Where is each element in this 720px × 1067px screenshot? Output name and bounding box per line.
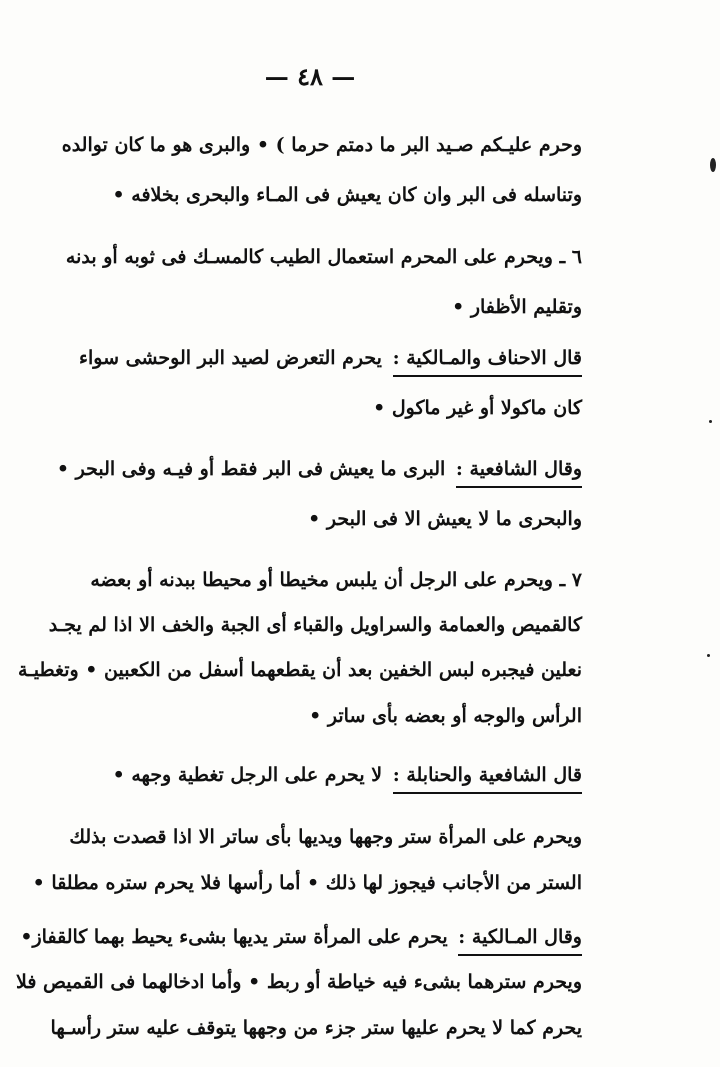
text-line: نعلين فيجبره لبس الخفين بعد أن يقطعهما أسفل من الكعبين • وتغطيـة <box>17 659 582 681</box>
scan-mark <box>707 654 710 657</box>
text-line: وتناسله فى البر وان كان يعيش فى المـاء والبحرى بخلافه • <box>112 184 582 206</box>
section-heading: وقال المـالكية : <box>458 922 582 956</box>
text-line: ٧ ـ ويحرم على الرجل أن يلبس مخيطا أو محيطا ببدنه أو بعضه <box>90 569 582 591</box>
scan-mark <box>709 420 712 423</box>
heading-line <box>20 922 582 954</box>
page-number: — ٤٨ — <box>264 62 356 91</box>
text-span: لا يحرم على الرجل تغطية وجهه • <box>112 764 383 786</box>
text-line: وحرم عليـكم صـيد البر ما دمتم حرما ) • والبرى هو ما كان توالده <box>61 134 582 156</box>
scan-mark <box>710 158 716 172</box>
text-line: الستر من الأجانب فيجوز لها ذلك • أما رأسها فلا يحرم ستره مطلقا • <box>32 872 582 894</box>
text-line: والبحرى ما لا يعيش الا فى البحر • <box>308 508 582 530</box>
text-span: البرى ما يعيش فى البر فقط أو فيـه وفى البحر • <box>56 458 446 480</box>
text-line: ٦ ـ ويحرم على المحرم استعمال الطيب كالمسـك فى ثوبه أو بدنه <box>65 246 582 268</box>
section-heading: وقال الشافعية : <box>456 454 582 488</box>
text-line: كالقميص والعمامة والسراويل والقباء أى الجبة والخف الا اذا لم يجـد <box>48 614 582 636</box>
text-line: كان ماكولا أو غير ماكول • <box>373 397 582 419</box>
section-heading: قال الشافعية والحنابلة : <box>393 760 582 794</box>
heading-line <box>56 454 582 486</box>
text-line: ويحرم سترهما بشىء فيه خياطة أو ربط • وأما ادخالهما فى القميص فلا <box>16 971 582 993</box>
text-line: الرأس والوجه أو بعضه بأى ساتر • <box>309 705 582 727</box>
heading-line <box>79 343 582 375</box>
heading-line <box>112 760 582 792</box>
text-line: وتقليم الأظفار • <box>452 296 582 318</box>
text-span: يحرم التعرض لصيد البر الوحشى سواء <box>79 347 382 369</box>
text-line: يحرم كما لا يحرم عليها ستر جزء من وجهها يتوقف عليه ستر رأسـها <box>50 1017 582 1039</box>
text-span: يحرم على المرأة ستر يديها بشىء يحيط بهما كالقفاز• <box>20 926 448 948</box>
text-line: ويحرم على المرأة ستر وجهها ويديها بأى ساتر الا اذا قصدت بذلك <box>69 826 582 848</box>
section-heading: قال الاحناف والمـالكية : <box>393 343 582 377</box>
